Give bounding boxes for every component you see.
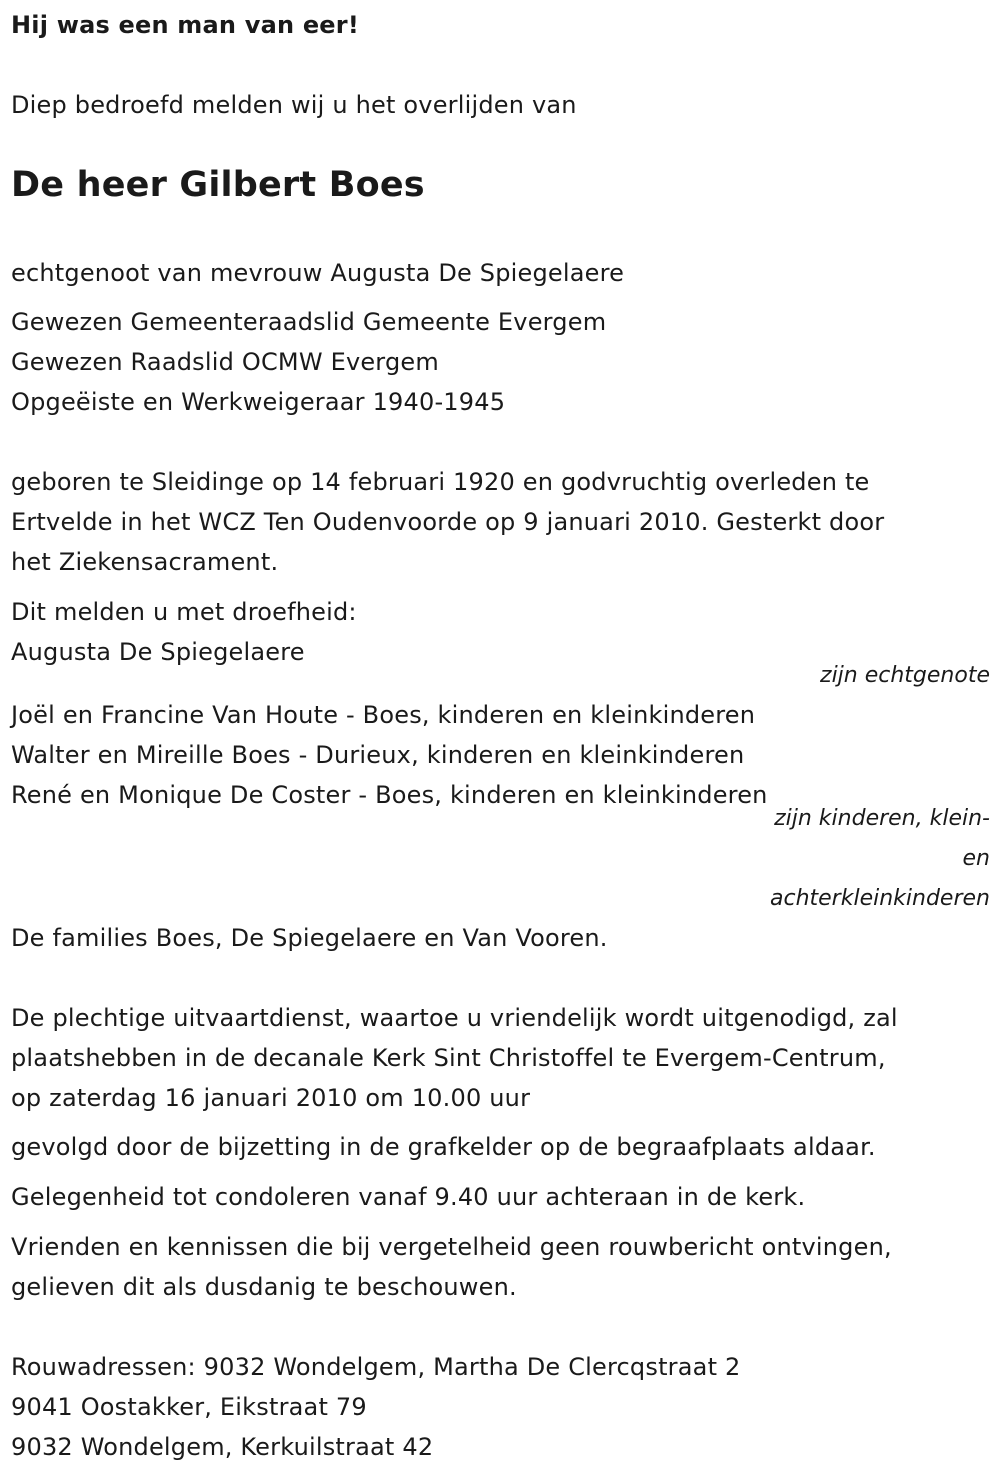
mourner-child: René en Monique De Coster - Boes, kinderen en kleinkinderen bbox=[11, 781, 768, 809]
mourners-intro: Dit melden u met droefheid: bbox=[11, 598, 357, 626]
service-line: De plechtige uitvaartdienst, waartoe u vriendelijk wordt uitgenodigd, zal bbox=[11, 1004, 898, 1032]
address-line: Rouwadressen: 9032 Wondelgem, Martha De Clercqstraat 2 bbox=[11, 1353, 741, 1381]
birth-death-line: het Ziekensacrament. bbox=[11, 548, 279, 576]
role-line: Gewezen Gemeenteraadslid Gemeente Evergem bbox=[11, 308, 607, 336]
children-role-line: en bbox=[962, 846, 990, 871]
birth-death-line: geboren te Sleidinge op 14 februari 1920 en godvruchtig overleden te bbox=[11, 468, 870, 496]
intro-heading: Hij was een man van eer! bbox=[11, 11, 359, 39]
address-line: 9041 Oostakker, Eikstraat 79 bbox=[11, 1393, 367, 1421]
address-line: 9032 Wondelgem, Kerkuilstraat 42 bbox=[11, 1433, 434, 1461]
role-line: Gewezen Raadslid OCMW Evergem bbox=[11, 348, 439, 376]
note-line: gelieven dit als dusdanig te beschouwen. bbox=[11, 1273, 517, 1301]
service-line: plaatshebben in de decanale Kerk Sint Christoffel te Evergem-Centrum, bbox=[11, 1044, 886, 1072]
families-line: De families Boes, De Spiegelaere en Van Vooren. bbox=[11, 924, 608, 952]
note-line: Vrienden en kennissen die bij vergetelheid geen rouwbericht ontvingen, bbox=[11, 1233, 892, 1261]
mourner-child: Joël en Francine Van Houte - Boes, kinderen en kleinkinderen bbox=[11, 701, 756, 729]
children-role-line: zijn kinderen, klein- bbox=[774, 806, 990, 831]
children-role-line: achterkleinkinderen bbox=[770, 886, 990, 911]
deceased-name: De heer Gilbert Boes bbox=[11, 165, 425, 205]
service-line: op zaterdag 16 januari 2010 om 10.00 uur bbox=[11, 1084, 531, 1112]
spouse-line: echtgenoot van mevrouw Augusta De Spiegelaere bbox=[11, 259, 625, 287]
role-line: Opgeëiste en Werkweigeraar 1940-1945 bbox=[11, 388, 506, 416]
mourner-spouse: Augusta De Spiegelaere bbox=[11, 638, 305, 666]
birth-death-line: Ertvelde in het WCZ Ten Oudenvoorde op 9 januari 2010. Gesterkt door bbox=[11, 508, 885, 536]
mourner-child: Walter en Mireille Boes - Durieux, kinderen en kleinkinderen bbox=[11, 741, 745, 769]
announcement-text: Diep bedroefd melden wij u het overlijden van bbox=[11, 91, 577, 119]
burial-line: gevolgd door de bijzetting in de grafkelder op de begraafplaats aldaar. bbox=[11, 1133, 876, 1161]
condolences-line: Gelegenheid tot condoleren vanaf 9.40 uur achteraan in de kerk. bbox=[11, 1183, 806, 1211]
spouse-role: zijn echtgenote bbox=[820, 663, 990, 688]
